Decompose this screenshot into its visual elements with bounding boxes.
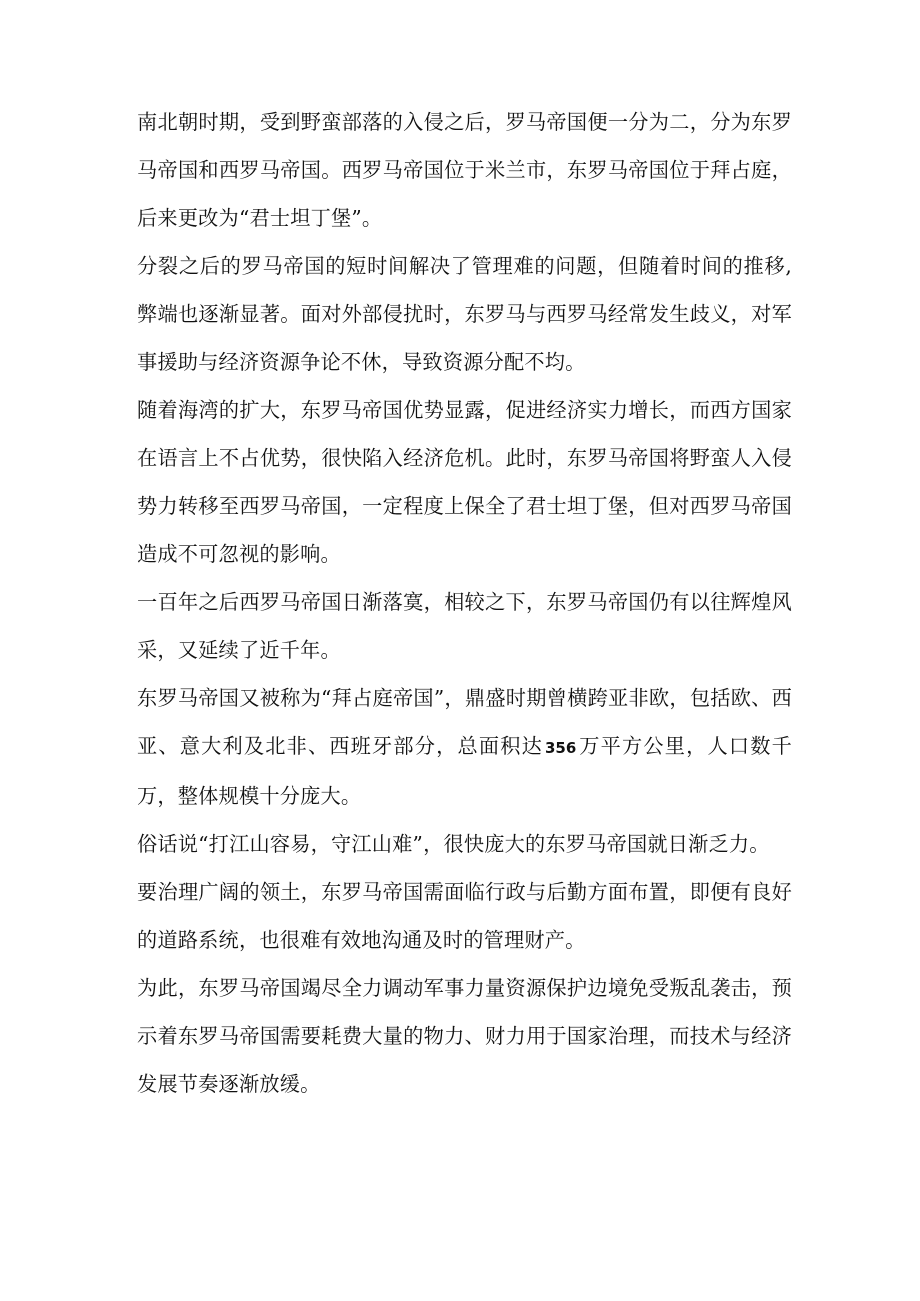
paragraph-1: 南北朝时期，受到野蛮部落的入侵之后，罗马帝国便一分为二，分为东罗马帝国和西罗马帝国。西罗马帝国位于米兰市，东罗马帝国位于拜占庭，后来更改为“君士坦丁堡”。 — [137, 110, 792, 230]
paragraph-5-text-before: 东罗马帝国又被称为“拜占庭帝国”，鼎盛时期曾横跨亚非欧，包括欧、西亚、意大利及北非、西班牙部分，总面积达 — [137, 686, 792, 758]
document-body — [137, 98, 792, 1108]
paragraph-3: 随着海湾的扩大，东罗马帝国优势显露，促进经济实力增长，而西方国家在语言上不占优势，很快陷入经济危机。此时，东罗马帝国将野蛮人入侵势力转移至西罗马帝国，一定程度上保全了君士坦丁堡，但对西罗马帝国造成不可忽视的影响。 — [137, 398, 792, 566]
paragraph-6: 俗话说“打江山容易，守江山难”，很快庞大的东罗马帝国就日渐乏力。 — [137, 832, 770, 856]
paragraph-8: 为此，东罗马帝国竭尽全力调动军事力量资源保护边境免受叛乱袭击，预示着东罗马帝国需要耗费大量的物力、财力用于国家治理，而技术与经济发展节奏逐渐放缓。 — [137, 976, 792, 1096]
area-number: 356 — [545, 739, 577, 757]
paragraph-2: 分裂之后的罗马帝国的短时间解决了管理难的问题，但随着时间的推移,弊端也逐渐显著。面对外部侵扰时，东罗马与西罗马经常发生歧义，对军事援助与经济资源争论不休，导致资源分配不均。 — [137, 254, 792, 374]
paragraph-7: 要治理广阔的领土，东罗马帝国需面临行政与后勤方面布置，即便有良好的道路系统，也很难有效地沟通及时的管理财产。 — [137, 880, 792, 952]
paragraph-5-text-after: 万平方公里，人口数千万，整体规模十分庞大。 — [137, 734, 792, 808]
paragraph-5 — [137, 674, 792, 820]
paragraph-4: 一百年之后西罗马帝国日渐落寞，相较之下，东罗马帝国仍有以往辉煌风采，又延续了近千年。 — [137, 590, 792, 662]
